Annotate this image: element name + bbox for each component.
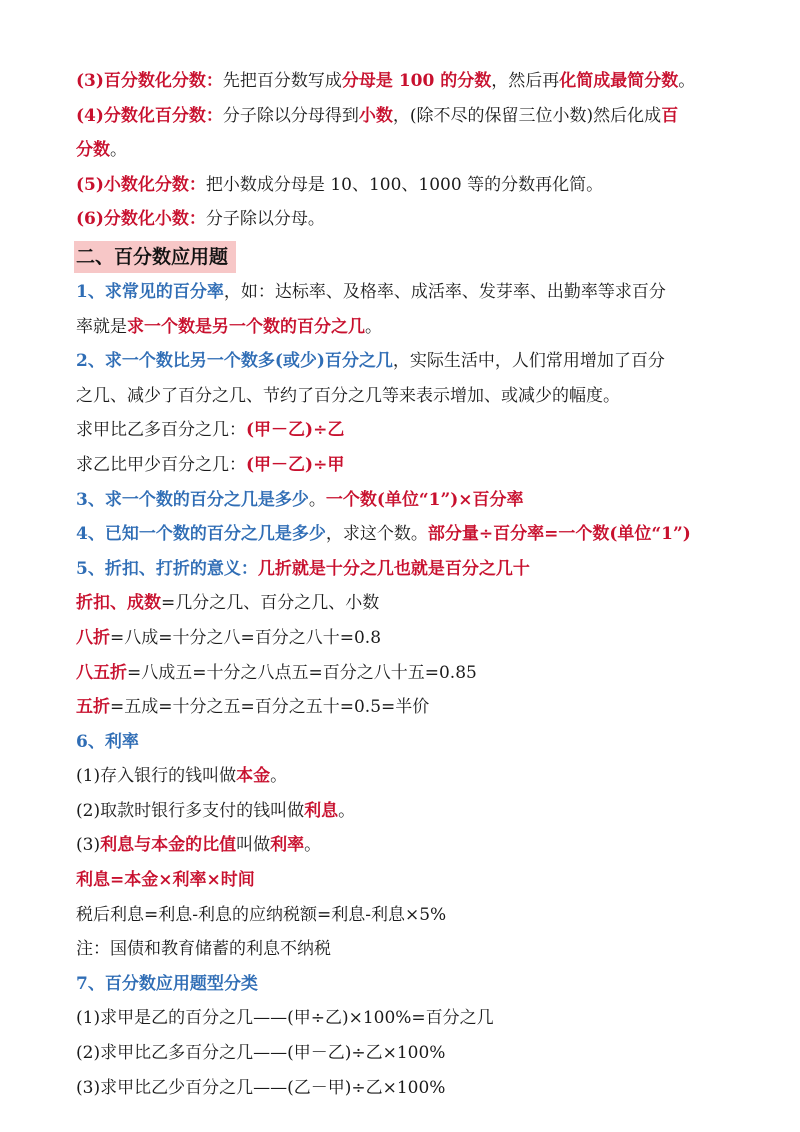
text: 先把百分数写成 (222, 71, 342, 91)
term-label: (4)分数化百分数： (76, 105, 223, 126)
line-type-2 (76, 1036, 736, 1071)
formula: (甲－乙)÷乙 (246, 420, 345, 441)
text: 分子除以分母。 (205, 209, 325, 230)
line-fraction-to-percent-cont (76, 133, 736, 168)
line-decimal-to-fraction (76, 168, 736, 203)
text: 把小数成分母是 10、100、1000 等的分数再化简。 (205, 174, 604, 195)
text: 之几、减少了百分之几、节约了百分之几等来表示增加、或减少的幅度。 (76, 385, 620, 406)
highlight: 几折就是十分之几也就是百分之几十 (257, 558, 530, 579)
text: =八成=十分之八=百分之八十=0.8 (110, 627, 382, 648)
line-after-tax (76, 898, 736, 933)
topic-title: 2、求一个数比另一个数多(或少)百分之几 (76, 351, 393, 372)
line-principal (76, 759, 736, 794)
term-label: (3)百分数化分数： (76, 71, 223, 91)
line-discount-meaning (76, 552, 736, 587)
text: (1)求甲是乙的百分之几——(甲÷乙)×100%=百分之几 (76, 1008, 494, 1029)
term-label: 八五折 (76, 662, 127, 683)
section-title: 二、百分数应用题 (74, 241, 236, 273)
text: ，然后再 (491, 71, 560, 91)
line-formula-less (76, 448, 736, 483)
line-more-less-percent (76, 344, 736, 379)
highlight: 利率 (270, 835, 305, 856)
text: 求甲比乙多百分之几： (76, 420, 246, 441)
text: ，(除不尽的保留三位小数)然后化成 (392, 105, 662, 126)
formula: (甲－乙)÷甲 (246, 454, 345, 475)
section-heading (76, 237, 736, 275)
line-fraction-to-decimal (76, 202, 736, 237)
text: (2)求甲比乙多百分之几——(甲－乙)÷乙×100% (76, 1043, 446, 1064)
topic-title: 4、已知一个数的百分之几是多少 (76, 524, 326, 545)
highlight: 本金 (236, 766, 271, 787)
text: 分子除以分母得到 (222, 105, 359, 126)
text: =五成=十分之五=百分之五十=0.5=半价 (110, 697, 430, 718)
line-types-title (76, 967, 736, 1002)
term-label: 五折 (76, 697, 110, 718)
text: 注：国债和教育储蓄的利息不纳税 (76, 939, 331, 960)
text: =几分之几、百分之几、小数 (161, 593, 380, 614)
line-percent-of-number (76, 483, 736, 518)
highlight: 百 (661, 105, 679, 126)
line-15-off (76, 656, 736, 691)
text: 。 (304, 835, 322, 856)
term-label: (5)小数化分数： (76, 174, 206, 195)
text: 求乙比甲少百分之几： (76, 454, 246, 475)
text: ，实际生活中，人们常用增加了百分 (392, 351, 665, 372)
text: ，求这个数。 (325, 524, 428, 545)
term-label: (6)分数化小数： (76, 209, 206, 230)
text: 。 (678, 71, 696, 91)
text: 。 (308, 489, 326, 510)
highlight: 利息 (304, 800, 339, 821)
line-rate (76, 828, 736, 863)
topic-title: 7、百分数应用题型分类 (76, 973, 258, 994)
line-find-whole (76, 517, 736, 552)
line-common-percent-cont (76, 310, 736, 345)
highlight: 分母是 100 的分数 (341, 71, 492, 91)
text: 叫做 (236, 835, 271, 856)
line-interest-formula (76, 863, 736, 898)
text: (1)存入银行的钱叫做 (76, 766, 237, 787)
topic-title: 6、利率 (76, 731, 139, 752)
highlight: 小数 (358, 105, 393, 126)
line-note (76, 932, 736, 967)
line-type-1 (76, 1001, 736, 1036)
term-label: 折扣、成数 (76, 593, 161, 614)
highlight: 化简成最简分数 (559, 71, 679, 91)
text: 税后利息=利息-利息的应纳税额=利息-利息×5% (76, 904, 447, 925)
text: 。 (338, 800, 356, 821)
text: (2)取款时银行多支付的钱叫做 (76, 800, 305, 821)
highlight: 分数 (76, 140, 110, 161)
text: =八成五=十分之八点五=百分之八十五=0.85 (127, 662, 477, 683)
topic-title: 3、求一个数的百分之几是多少 (76, 489, 309, 510)
line-50-off (76, 690, 736, 725)
text: (3)求甲比乙少百分之几——(乙－甲)÷乙×100% (76, 1077, 446, 1098)
line-more-less-percent-cont (76, 379, 736, 414)
term-label: 八折 (76, 627, 110, 648)
highlight: 求一个数是另一个数的百分之几 (127, 316, 365, 337)
text: 率就是 (76, 316, 127, 337)
line-fraction-to-percent (76, 99, 736, 134)
text: 。 (365, 316, 382, 337)
topic-title: 5、折扣、打折的意义： (76, 558, 258, 579)
text: 。 (270, 766, 288, 787)
line-discount-def (76, 586, 736, 621)
text: 。 (110, 140, 127, 161)
formula: 利息=本金×利率×时间 (76, 870, 255, 891)
text: (3) (76, 835, 101, 856)
topic-title: 1、求常见的百分率 (76, 281, 224, 302)
line-type-3 (76, 1071, 736, 1106)
highlight: 利息与本金的比值 (100, 835, 237, 856)
document-page (76, 64, 736, 1105)
line-common-percent (76, 275, 736, 310)
line-percent-to-fraction (76, 64, 736, 99)
line-formula-more (76, 413, 736, 448)
formula: 部分量÷百分率=一个数(单位“1”) (427, 524, 691, 545)
line-interest-title (76, 725, 736, 760)
line-interest (76, 794, 736, 829)
line-20-off (76, 621, 736, 656)
text: ，如：达标率、及格率、成活率、发芽率、出勤率等求百分 (223, 281, 666, 302)
formula: 一个数(单位“1”)×百分率 (325, 489, 524, 510)
